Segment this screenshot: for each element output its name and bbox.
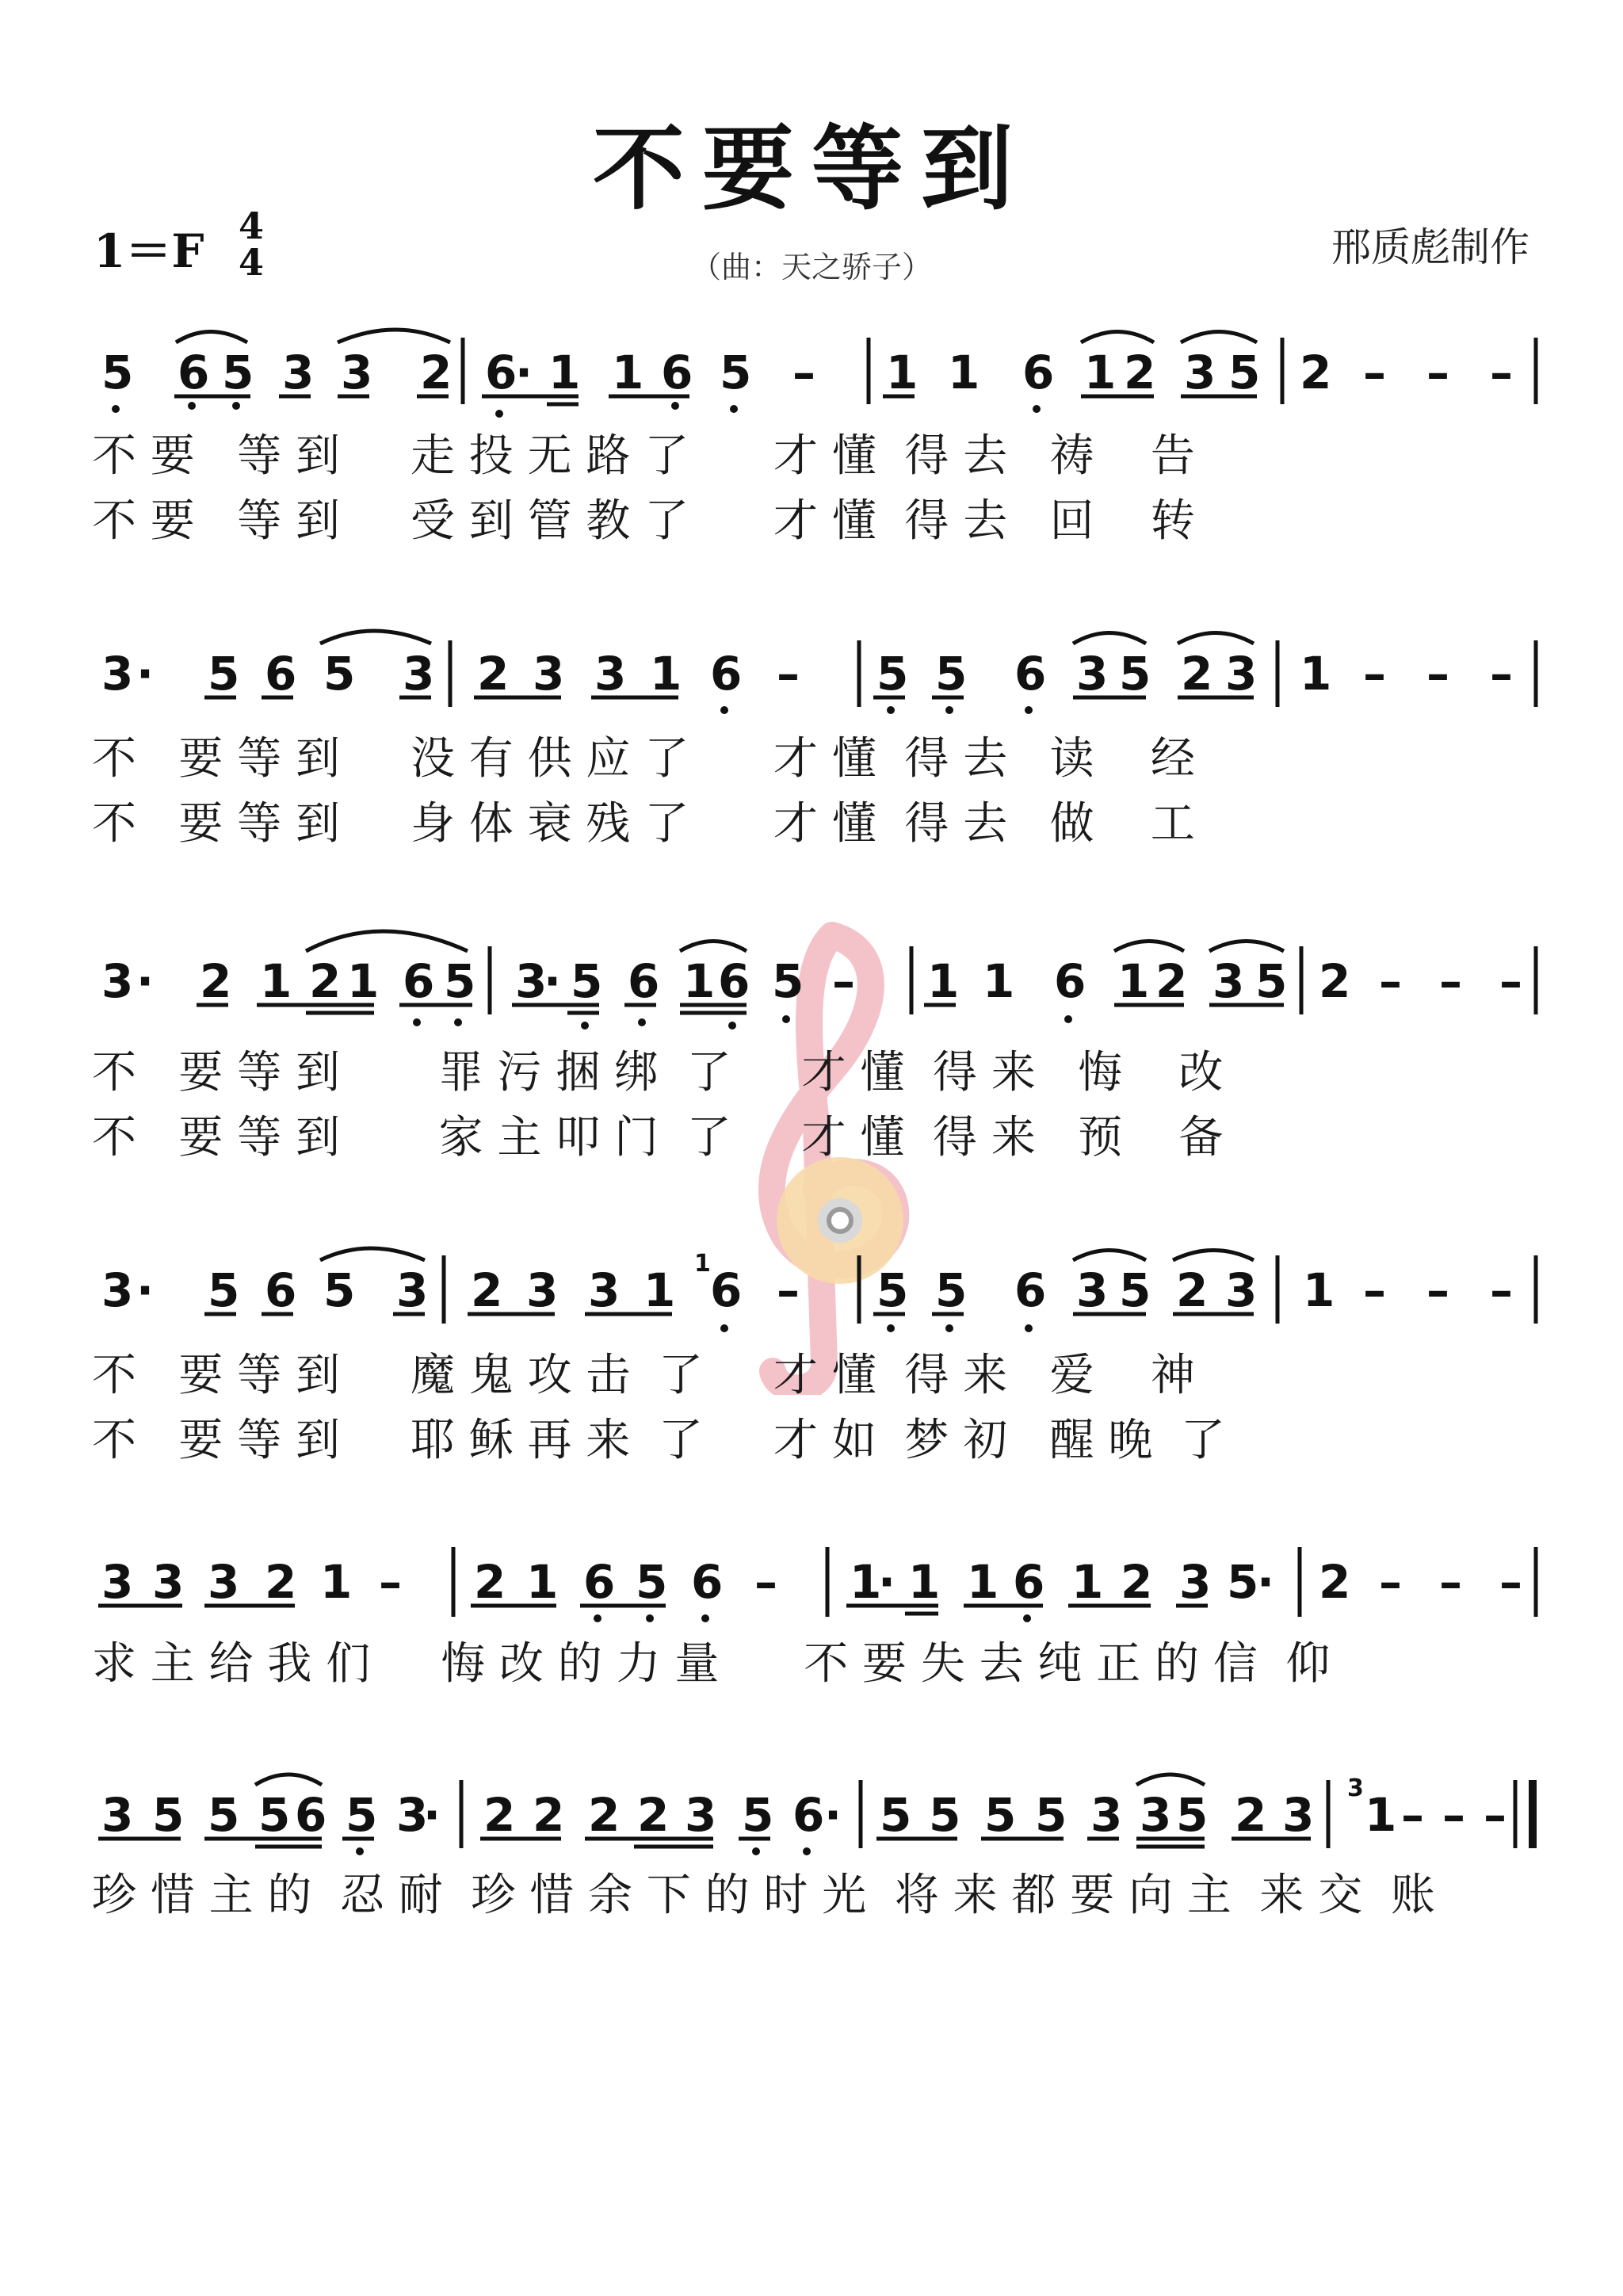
svg-text:6: 6 — [1013, 1555, 1045, 1609]
svg-text:5: 5 — [571, 954, 603, 1008]
svg-text:3: 3 — [396, 1788, 429, 1842]
svg-text:1: 1 — [612, 346, 644, 399]
svg-text:2: 2 — [1235, 1788, 1267, 1842]
arranger-credit: 邢质彪制作 — [1331, 224, 1529, 270]
svg-text:1: 1 — [683, 954, 716, 1008]
svg-text:1: 1 — [967, 1555, 999, 1609]
svg-text:1: 1 — [948, 346, 980, 399]
svg-text:–: – — [792, 346, 815, 399]
svg-text:–: – — [832, 954, 855, 1008]
svg-text:–: – — [1363, 1263, 1386, 1317]
svg-text:3: 3 — [1212, 954, 1245, 1008]
svg-text:2: 2 — [477, 647, 510, 701]
svg-text:3: 3 — [588, 1263, 621, 1317]
svg-text:5: 5 — [1119, 1263, 1151, 1317]
svg-text:2: 2 — [588, 1788, 621, 1842]
svg-text:1: 1 — [526, 1555, 559, 1609]
svg-text:3: 3 — [1076, 647, 1109, 701]
svg-text:–: – — [1439, 1555, 1462, 1609]
system-5-notes — [101, 1555, 1522, 1609]
svg-text:2: 2 — [1121, 1555, 1153, 1609]
svg-text:·: · — [878, 1555, 896, 1609]
svg-text:3: 3 — [101, 954, 134, 1008]
svg-text:6: 6 — [403, 954, 435, 1008]
svg-text:5: 5 — [208, 1263, 240, 1317]
system-6-notes — [101, 1788, 1507, 1842]
svg-text:5: 5 — [323, 647, 356, 701]
svg-text:·: · — [136, 954, 155, 1008]
svg-text:2: 2 — [1319, 1555, 1351, 1609]
svg-text:5: 5 — [929, 1788, 961, 1842]
svg-text:1: 1 — [650, 647, 682, 701]
svg-text:2: 2 — [471, 1263, 503, 1317]
svg-text:6: 6 — [710, 1263, 743, 1317]
svg-text:5: 5 — [1035, 1788, 1067, 1842]
svg-text:6: 6 — [1014, 647, 1047, 701]
svg-text:5: 5 — [444, 954, 476, 1008]
system-3-notes — [101, 954, 1522, 1008]
svg-text:–: – — [1379, 954, 1402, 1008]
svg-text:3: 3 — [341, 346, 373, 399]
system-1-lyric-verse-2: 不 要 等 到 受 到 管 教 了 才 懂 得 去 回 转 — [92, 495, 1195, 547]
svg-text:5: 5 — [1255, 954, 1288, 1008]
time-signature-bottom: 4 — [238, 241, 264, 284]
svg-text:3: 3 — [101, 1555, 134, 1609]
svg-text:2: 2 — [474, 1555, 506, 1609]
svg-text:6: 6 — [792, 1788, 825, 1842]
svg-text:6: 6 — [718, 954, 750, 1008]
svg-text:·: · — [1257, 1555, 1275, 1609]
system-3-lyric-verse-1: 不 要 等 到 罪 污 捆 绑 了 才 懂 得 来 悔 改 — [92, 1047, 1224, 1098]
svg-text:–: – — [1484, 1788, 1507, 1842]
svg-text:5: 5 — [1176, 1788, 1209, 1842]
svg-text:2: 2 — [200, 954, 232, 1008]
svg-text:5: 5 — [636, 1555, 668, 1609]
svg-text:·: · — [136, 647, 155, 701]
svg-text:6: 6 — [265, 1263, 297, 1317]
system-4-dots — [720, 1324, 1033, 1332]
svg-text:6: 6 — [295, 1788, 327, 1842]
svg-text:–: – — [379, 1555, 402, 1609]
svg-text:2: 2 — [1181, 647, 1213, 701]
system-1-notes — [101, 346, 1513, 399]
svg-text:3: 3 — [1225, 647, 1258, 701]
svg-text:6: 6 — [485, 346, 517, 399]
svg-text:–: – — [1442, 1788, 1465, 1842]
system-4-notes — [101, 1263, 1513, 1317]
svg-text:1: 1 — [548, 346, 581, 399]
svg-text:–: – — [777, 1263, 800, 1317]
svg-text:1: 1 — [927, 954, 960, 1008]
svg-text:·: · — [824, 1788, 842, 1842]
svg-text:·: · — [544, 954, 562, 1008]
svg-text:3: 3 — [282, 346, 315, 399]
svg-text:6: 6 — [265, 647, 297, 701]
svg-text:2: 2 — [1319, 954, 1351, 1008]
system-2-notes — [101, 647, 1513, 701]
svg-text:5: 5 — [258, 1788, 291, 1842]
svg-text:5: 5 — [323, 1263, 356, 1317]
svg-text:1: 1 — [1071, 1555, 1104, 1609]
svg-text:5: 5 — [346, 1788, 378, 1842]
svg-text:2: 2 — [309, 954, 342, 1008]
svg-text:1: 1 — [1117, 954, 1150, 1008]
svg-text:5: 5 — [935, 647, 968, 701]
key-signature: 1＝F — [94, 224, 204, 278]
svg-text:5: 5 — [1228, 346, 1261, 399]
svg-text:–: – — [1439, 954, 1462, 1008]
svg-text:5: 5 — [1119, 647, 1151, 701]
svg-text:6: 6 — [1022, 346, 1055, 399]
svg-text:5: 5 — [1227, 1555, 1259, 1609]
svg-text:5: 5 — [876, 1263, 909, 1317]
svg-text:1: 1 — [1084, 346, 1117, 399]
svg-text:–: – — [1499, 1555, 1522, 1609]
svg-text:3: 3 — [1282, 1788, 1315, 1842]
svg-text:·: · — [515, 346, 533, 399]
svg-text:3: 3 — [515, 954, 548, 1008]
system-5-lyric: 求 主 给 我 们 悔 改 的 力 量 不 要 失 去 纯 正 的 信 仰 — [92, 1638, 1331, 1690]
svg-text:2: 2 — [420, 346, 453, 399]
system-6-grace — [1347, 1775, 1364, 1802]
svg-text:·: · — [136, 1263, 155, 1317]
svg-text:5: 5 — [720, 346, 752, 399]
grace-note-1: 1 — [694, 1250, 711, 1278]
svg-text:–: – — [1363, 647, 1386, 701]
svg-text:3: 3 — [1179, 1555, 1212, 1609]
svg-text:3: 3 — [1225, 1263, 1258, 1317]
svg-text:5: 5 — [101, 346, 134, 399]
svg-text:1: 1 — [347, 954, 380, 1008]
svg-text:1: 1 — [983, 954, 1015, 1008]
svg-text:3: 3 — [1076, 1263, 1109, 1317]
svg-text:6: 6 — [178, 346, 210, 399]
svg-text:3: 3 — [1090, 1788, 1123, 1842]
svg-text:·: · — [423, 1788, 441, 1842]
svg-text:5: 5 — [208, 1788, 240, 1842]
svg-text:2: 2 — [637, 1788, 670, 1842]
svg-text:5: 5 — [222, 346, 254, 399]
system-6-dots — [356, 1847, 811, 1855]
svg-text:5: 5 — [935, 1263, 968, 1317]
svg-text:3: 3 — [526, 1263, 559, 1317]
svg-text:3: 3 — [1184, 346, 1216, 399]
svg-text:2: 2 — [265, 1555, 297, 1609]
svg-text:1: 1 — [1300, 647, 1332, 701]
svg-text:–: – — [1426, 346, 1449, 399]
time-signature-top: 4 — [238, 204, 264, 247]
svg-text:1: 1 — [320, 1555, 353, 1609]
grace-note-3: 3 — [1347, 1775, 1364, 1802]
svg-text:–: – — [1426, 647, 1449, 701]
system-2-dots — [720, 706, 1033, 714]
svg-text:2: 2 — [1124, 346, 1156, 399]
svg-text:3: 3 — [101, 1788, 134, 1842]
svg-text:3: 3 — [396, 1263, 429, 1317]
svg-text:3: 3 — [152, 1555, 185, 1609]
svg-text:2: 2 — [1155, 954, 1188, 1008]
system-1-lyric-verse-1: 不 要 等 到 走 投 无 路 了 才 懂 得 去 祷 告 — [92, 430, 1195, 482]
svg-text:6: 6 — [710, 647, 743, 701]
svg-text:5: 5 — [876, 647, 909, 701]
svg-text:1: 1 — [643, 1263, 676, 1317]
svg-text:–: – — [754, 1555, 777, 1609]
svg-text:3: 3 — [533, 647, 565, 701]
svg-text:–: – — [1426, 1263, 1449, 1317]
system-3-lyric-verse-2: 不 要 等 到 家 主 叩 门 了 才 懂 得 来 预 备 — [92, 1112, 1224, 1163]
svg-text:1: 1 — [886, 346, 918, 399]
system-4-grace — [694, 1250, 711, 1278]
composer-credit: （曲：天之骄子） — [690, 250, 932, 285]
svg-text:6: 6 — [583, 1555, 616, 1609]
svg-text:2: 2 — [533, 1788, 565, 1842]
svg-text:5: 5 — [152, 1788, 185, 1842]
svg-text:3: 3 — [208, 1555, 240, 1609]
system-5-dots — [594, 1614, 1031, 1622]
svg-text:5: 5 — [984, 1788, 1017, 1842]
svg-text:6: 6 — [628, 954, 660, 1008]
system-2-lyric-verse-2: 不 要 等 到 身 体 衰 残 了 才 懂 得 去 做 工 — [92, 798, 1195, 850]
svg-text:–: – — [1499, 954, 1522, 1008]
svg-text:–: – — [1401, 1788, 1424, 1842]
svg-text:3: 3 — [101, 647, 134, 701]
svg-text:6: 6 — [1054, 954, 1086, 1008]
svg-text:3: 3 — [594, 647, 627, 701]
svg-text:1: 1 — [908, 1555, 941, 1609]
svg-text:2: 2 — [1300, 346, 1332, 399]
svg-text:2: 2 — [483, 1788, 516, 1842]
svg-text:5: 5 — [772, 954, 804, 1008]
system-3-dots — [413, 1015, 1072, 1030]
svg-text:6: 6 — [1014, 1263, 1047, 1317]
svg-text:–: – — [1490, 346, 1513, 399]
svg-text:2: 2 — [1176, 1263, 1209, 1317]
system-4-lyric-verse-2: 不 要 等 到 耶 稣 再 来 了 才 如 梦 初 醒 晚 了 — [92, 1415, 1226, 1466]
svg-text:1: 1 — [260, 954, 292, 1008]
svg-text:3: 3 — [101, 1263, 134, 1317]
svg-text:1: 1 — [1303, 1263, 1335, 1317]
svg-text:6: 6 — [691, 1555, 724, 1609]
song-title: 不要等到 — [593, 116, 1030, 223]
svg-text:6: 6 — [661, 346, 693, 399]
system-2-lyric-verse-1: 不 要 等 到 没 有 供 应 了 才 懂 得 去 读 经 — [92, 733, 1195, 785]
svg-text:3: 3 — [685, 1788, 717, 1842]
svg-text:–: – — [777, 647, 800, 701]
svg-text:3: 3 — [1140, 1788, 1172, 1842]
svg-text:–: – — [1490, 1263, 1513, 1317]
svg-text:5: 5 — [208, 647, 240, 701]
svg-text:–: – — [1363, 346, 1386, 399]
svg-text:5: 5 — [880, 1788, 912, 1842]
svg-text:1: 1 — [850, 1555, 882, 1609]
svg-text:1: 1 — [1365, 1788, 1397, 1842]
svg-text:–: – — [1379, 1555, 1402, 1609]
svg-text:5: 5 — [742, 1788, 774, 1842]
svg-text:–: – — [1490, 647, 1513, 701]
system-6-lyric: 珍 惜 主 的 忍 耐 珍 惜 余 下 的 时 光 将 来 都 要 向 主 来 交 账 — [92, 1870, 1435, 1921]
svg-text:3: 3 — [403, 647, 435, 701]
system-4-lyric-verse-1: 不 要 等 到 魔 鬼 攻 击 了 才 懂 得 来 爱 神 — [92, 1350, 1195, 1401]
